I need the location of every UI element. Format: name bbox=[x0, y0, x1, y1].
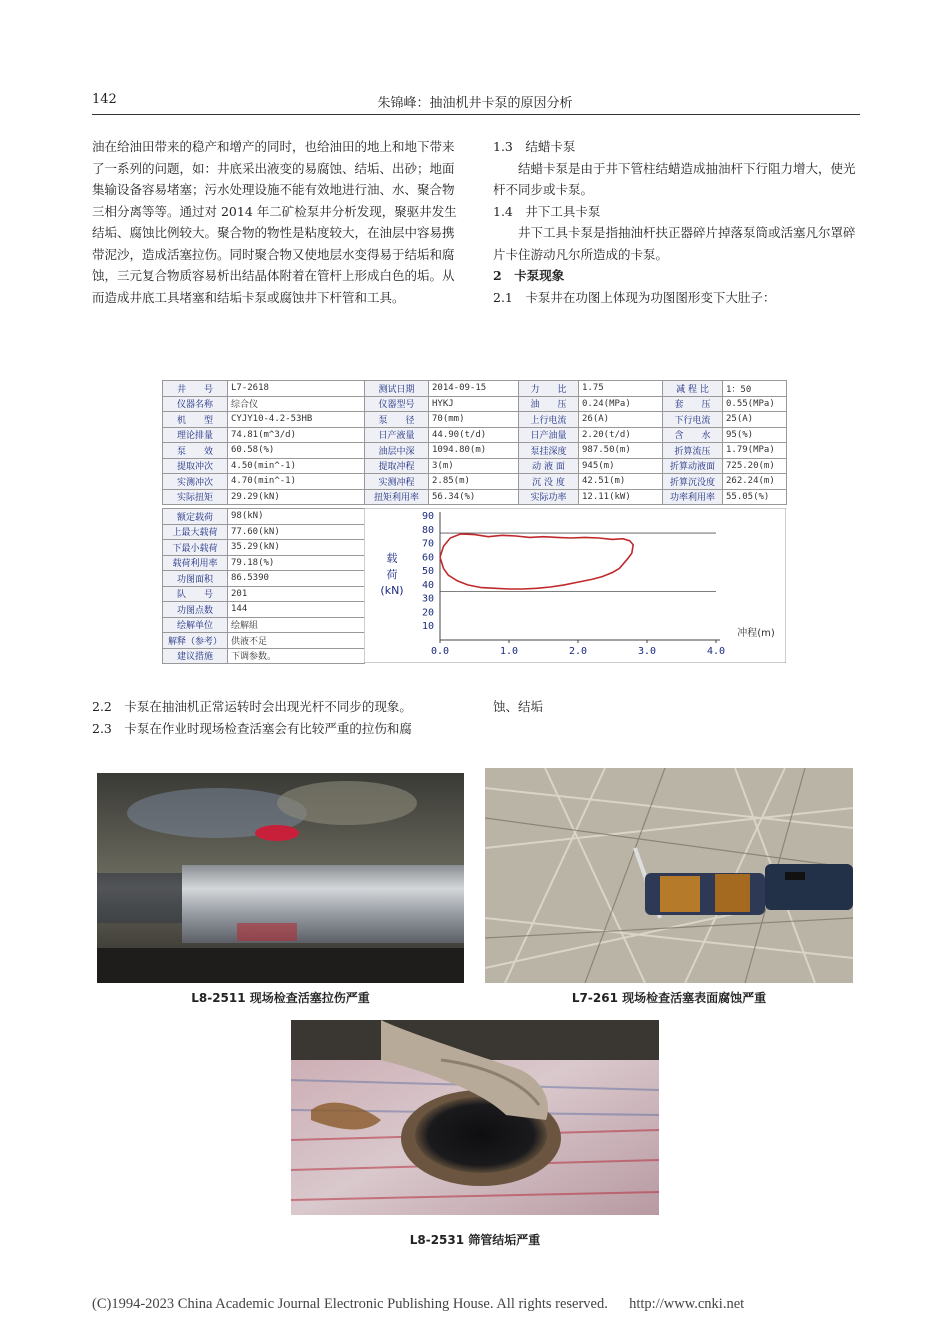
y-tick-label: 40 bbox=[421, 579, 434, 591]
y-axis-label: (kN) bbox=[380, 584, 404, 597]
field-value: 86.5390 bbox=[228, 571, 365, 587]
x-tick-label: 4.0 bbox=[706, 646, 726, 657]
field-value: HYKJ bbox=[429, 396, 519, 412]
table-row bbox=[163, 396, 787, 412]
piston-photo-image bbox=[97, 773, 464, 983]
table-row bbox=[163, 509, 365, 525]
field-label: 实测冲程 bbox=[365, 474, 429, 490]
field-value: 1.75 bbox=[579, 381, 663, 397]
field-label: 油层中深 bbox=[365, 443, 429, 459]
items-left bbox=[92, 696, 472, 739]
table-row bbox=[163, 602, 365, 618]
field-label: 泵 径 bbox=[365, 412, 429, 428]
table-row bbox=[163, 427, 787, 443]
table-row bbox=[163, 617, 365, 633]
header-rule bbox=[92, 114, 860, 115]
field-value: 77.60(kN) bbox=[228, 524, 365, 540]
item-2-2: 2.2 卡泵在抽油机正常运转时会出现光杆不同步的现象。 bbox=[92, 699, 412, 714]
field-label: 仪器名称 bbox=[163, 396, 228, 412]
field-value: 144 bbox=[228, 602, 365, 618]
copyright-text: (C)1994-2023 China Academic Journal Electronic Publishing House. All rights reserved. bbox=[92, 1296, 608, 1312]
field-label: 上最大载荷 bbox=[163, 524, 228, 540]
field-label: 提取冲次 bbox=[163, 458, 228, 474]
field-value: L7-2618 bbox=[228, 381, 365, 397]
field-value: CYJY10-4.2-53HB bbox=[228, 412, 365, 428]
y-axis-label: 荷 bbox=[386, 568, 398, 581]
field-label: 日产油量 bbox=[519, 427, 579, 443]
field-value: 44.90(t/d) bbox=[429, 427, 519, 443]
x-tick-label: 1.0 bbox=[499, 646, 519, 657]
field-label: 折算动液面 bbox=[663, 458, 723, 474]
y-tick-label: 10 bbox=[421, 621, 434, 633]
field-value: 2.20(t/d) bbox=[579, 427, 663, 443]
field-value: 29.29(kN) bbox=[228, 489, 365, 505]
field-label: 下最小载荷 bbox=[163, 540, 228, 556]
item-2-3-continued: 蚀、结垢 bbox=[493, 699, 544, 714]
corrosion-photo-image bbox=[485, 768, 853, 983]
y-tick-label: 20 bbox=[421, 607, 434, 619]
field-label: 功图点数 bbox=[163, 602, 228, 618]
field-label: 日产液量 bbox=[365, 427, 429, 443]
field-label: 机 型 bbox=[163, 412, 228, 428]
section-2-1-text: 2.1 卡泵井在功图上体现为功图图形变下大肚子： bbox=[493, 289, 776, 305]
field-label: 套 压 bbox=[663, 396, 723, 412]
y-tick-label: 70 bbox=[421, 538, 434, 550]
caption-photo-3: L8-2531 筛管结垢严重 bbox=[409, 1233, 541, 1247]
table-row bbox=[163, 555, 365, 571]
field-value: 绘解組 bbox=[228, 617, 365, 633]
section-1-4-text: 井下工具卡泵是指抽油杆扶正器碎片掉落泵筒或活塞凡尔罩碎片卡住游动凡尔所造成的卡泵。 bbox=[493, 225, 856, 262]
photo-piston-corrosion bbox=[485, 768, 853, 983]
field-value: 74.81(m^3/d) bbox=[228, 427, 365, 443]
field-label: 额定载荷 bbox=[163, 509, 228, 525]
field-value: 0.55(MPa) bbox=[723, 396, 787, 412]
field-value: 725.20(m) bbox=[723, 458, 787, 474]
table-row bbox=[163, 458, 787, 474]
field-value: 4.50(min^-1) bbox=[228, 458, 365, 474]
field-value: 98(kN) bbox=[228, 509, 365, 525]
field-label: 功率利用率 bbox=[663, 489, 723, 505]
field-label: 理论排量 bbox=[163, 427, 228, 443]
field-label: 绘解单位 bbox=[163, 617, 228, 633]
body-paragraph: 油在给油田带来的稳产和增产的同时，也给油田的地上和地下带来了一系列的问题，如：井底采出液变的易腐蚀、结垢、出砂；地面集输设备容易堵塞；污水处理设施不能有效地进行油、水、聚合物三相分离等等。通过对 2014 年二矿检泵井分析发现，聚驱井发生结垢、腐蚀比例较大。聚合物的物性是粘度较大，在油层中容易携带泥沙，造成活塞拉伤。同时聚合物又使地层水变得易于结垢和腐蚀，三元复合物质容易析出结晶体附着在管杆上形成白色的垢。从而造成井底工具堵塞和结垢卡泵或腐蚀井下杆管和工具。 bbox=[92, 139, 457, 305]
field-value: 0.24(MPa) bbox=[579, 396, 663, 412]
field-value: 70(mm) bbox=[429, 412, 519, 428]
table-row bbox=[163, 412, 787, 428]
table-row bbox=[163, 571, 365, 587]
field-label: 泵挂深度 bbox=[519, 443, 579, 459]
field-label: 上行电流 bbox=[519, 412, 579, 428]
field-value: 1094.80(m) bbox=[429, 443, 519, 459]
field-value: 1.79(MPa) bbox=[723, 443, 787, 459]
item-2-3: 2.3 卡泵在作业时现场检查活塞会有比较严重的拉伤和腐 bbox=[92, 720, 412, 736]
field-value: 26(A) bbox=[579, 412, 663, 428]
y-tick-label: 60 bbox=[421, 552, 434, 564]
field-value: 2014-09-15 bbox=[429, 381, 519, 397]
field-label: 解释（参考） bbox=[163, 633, 228, 649]
field-value: 55.05(%) bbox=[723, 489, 787, 505]
field-label: 下行电流 bbox=[663, 412, 723, 428]
field-value: 945(m) bbox=[579, 458, 663, 474]
field-label: 折算沉没度 bbox=[663, 474, 723, 490]
field-label: 井 号 bbox=[163, 381, 228, 397]
y-tick-label: 80 bbox=[421, 524, 434, 536]
field-label: 队 号 bbox=[163, 586, 228, 602]
field-value: 下调参数。 bbox=[228, 648, 365, 664]
field-label: 提取冲程 bbox=[365, 458, 429, 474]
right-column bbox=[493, 136, 861, 308]
table-row bbox=[163, 474, 787, 490]
caption-photo-2: L7-261 现场检查活塞表面腐蚀严重 bbox=[571, 991, 767, 1005]
field-label: 力 比 bbox=[519, 381, 579, 397]
field-label: 实际功率 bbox=[519, 489, 579, 505]
field-label: 扭矩利用率 bbox=[365, 489, 429, 505]
running-title: 朱锦峰：抽油机井卡泵的原因分析 bbox=[377, 96, 573, 111]
field-value: 262.24(m) bbox=[723, 474, 787, 490]
field-value: 1：50 bbox=[723, 381, 787, 397]
y-tick-label: 90 bbox=[421, 511, 434, 522]
x-axis-label: 冲程(m) bbox=[737, 628, 775, 639]
section-heading-2: 2 卡泵现象 bbox=[493, 268, 565, 283]
table-row bbox=[163, 540, 365, 556]
field-label: 实测冲次 bbox=[163, 474, 228, 490]
caption-photo-1: L8-2511 现场检查活塞拉伤严重 bbox=[191, 991, 370, 1005]
field-value: 综合仪 bbox=[228, 396, 365, 412]
field-label: 功图面积 bbox=[163, 571, 228, 587]
field-value: 25(A) bbox=[723, 412, 787, 428]
load-info-table bbox=[162, 508, 365, 664]
x-tick-label: 2.0 bbox=[568, 646, 588, 657]
field-value: 35.29(kN) bbox=[228, 540, 365, 556]
table-row bbox=[163, 648, 365, 664]
table-row bbox=[163, 489, 787, 505]
photo-piston-scratch bbox=[97, 773, 464, 983]
field-label: 泵 效 bbox=[163, 443, 228, 459]
field-value: 12.11(kW) bbox=[579, 489, 663, 505]
x-tick-label: 0.0 bbox=[430, 646, 450, 657]
field-label: 实际扭矩 bbox=[163, 489, 228, 505]
items-right bbox=[493, 696, 861, 718]
left-column bbox=[92, 136, 458, 308]
field-value: 60.58(%) bbox=[228, 443, 365, 459]
chart-svg bbox=[364, 508, 786, 663]
table-row bbox=[163, 443, 787, 459]
field-value: 供液不足 bbox=[228, 633, 365, 649]
field-label: 减 程 比 bbox=[663, 381, 723, 397]
section-heading-1-4: 1.4 井下工具卡泵 bbox=[493, 203, 601, 219]
table-row bbox=[163, 524, 365, 540]
page-number: 142 bbox=[92, 92, 117, 107]
section-1-3-text: 结蜡卡泵是由于井下管柱结蜡造成抽油杆下行阻力增大，使光杆不同步或卡泵。 bbox=[493, 160, 856, 197]
field-label: 仪器型号 bbox=[365, 396, 429, 412]
table-row bbox=[163, 381, 787, 397]
field-label: 建议措施 bbox=[163, 648, 228, 664]
field-value: 4.70(min^-1) bbox=[228, 474, 365, 490]
field-value: 95(%) bbox=[723, 427, 787, 443]
field-value: 201 bbox=[228, 586, 365, 602]
y-axis-label: 载 bbox=[386, 552, 398, 565]
field-value: 3(m) bbox=[429, 458, 519, 474]
table-row bbox=[163, 633, 365, 649]
field-value: 42.51(m) bbox=[579, 474, 663, 490]
field-label: 动 液 面 bbox=[519, 458, 579, 474]
table-row bbox=[163, 586, 365, 602]
y-tick-label: 30 bbox=[421, 593, 434, 605]
photo-screen-pipe-scale bbox=[291, 1020, 659, 1215]
field-value: 79.18(%) bbox=[228, 555, 365, 571]
field-value: 987.50(m) bbox=[579, 443, 663, 459]
field-label: 含 水 bbox=[663, 427, 723, 443]
cnki-url[interactable]: http://www.cnki.net bbox=[629, 1296, 745, 1312]
field-value: 2.85(m) bbox=[429, 474, 519, 490]
field-label: 测试日期 bbox=[365, 381, 429, 397]
x-tick-label: 3.0 bbox=[637, 646, 657, 657]
screen-pipe-photo-image bbox=[291, 1020, 659, 1215]
y-tick-label: 50 bbox=[421, 566, 434, 578]
field-value: 56.34(%) bbox=[429, 489, 519, 505]
field-label: 油 压 bbox=[519, 396, 579, 412]
well-info-table bbox=[162, 380, 787, 505]
dynamometer-chart bbox=[364, 508, 786, 663]
field-label: 沉 没 度 bbox=[519, 474, 579, 490]
section-heading-1-3: 1.3 结蜡卡泵 bbox=[493, 139, 576, 154]
field-label: 折算流压 bbox=[663, 443, 723, 459]
field-label: 载荷利用率 bbox=[163, 555, 228, 571]
copyright-footer bbox=[92, 1296, 744, 1313]
